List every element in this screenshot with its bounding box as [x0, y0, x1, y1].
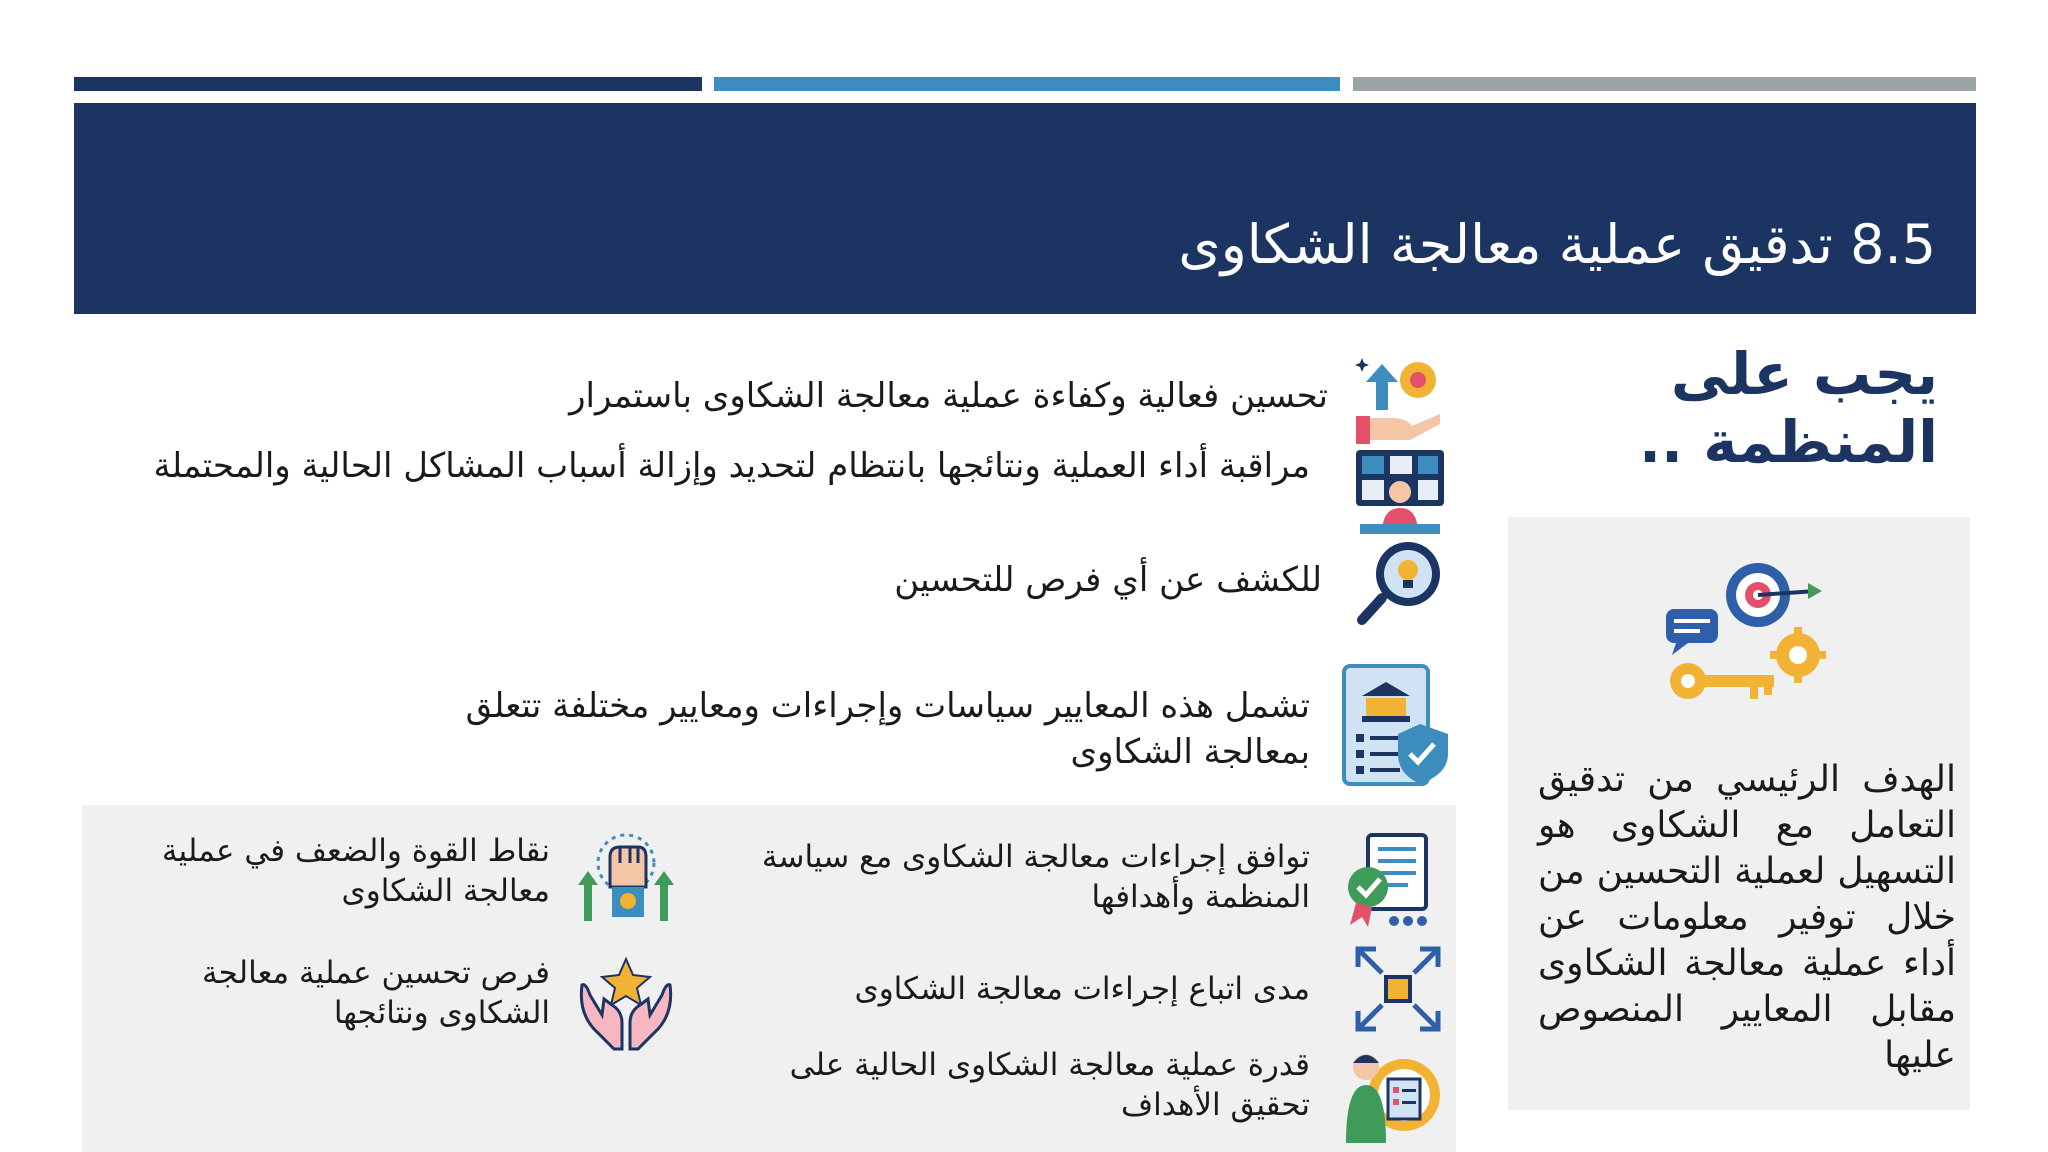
certificate-check-icon: [1342, 831, 1434, 931]
criteria-panel: [82, 805, 1456, 1152]
hands-star-icon: [576, 955, 676, 1055]
criteria-text: مدى اتباع إجراءات معالجة الشكاوى: [854, 971, 1310, 1007]
checklist-person-icon: [1342, 1045, 1442, 1145]
accent-bar-grey: [1353, 77, 1976, 91]
slide-title: 8.5 تدقيق عملية معالجة الشكاوى: [1178, 213, 1936, 276]
criteria-text: توافق إجراءات معالجة الشكاوى مع سياسة المنظمة وأهدافها: [761, 839, 1310, 915]
item-text: مراقبة أداء العملية ونتائجها بانتظام لتحديد وإزالة أسباب المشاكل الحالية والمحتملة: [153, 446, 1310, 486]
monitoring-dashboard-icon: [1352, 444, 1448, 540]
goal-text: الهدف الرئيسي من تدقيق التعامل مع الشكاوى هو التسهيل لعملية التحسين من خلال توفير معلومات عن أداء عملية معالجة الشكاوى مقابل المعايير المنصوص عليها: [1538, 759, 1956, 1076]
target-key-gear-icon: [1658, 557, 1828, 707]
magnifier-idea-icon: [1352, 534, 1448, 630]
strength-fist-icon: [576, 827, 676, 927]
title-band: [74, 103, 1976, 314]
item-text: تحسين فعالية وكفاءة عملية معالجة الشكاوى باستمرار: [569, 376, 1328, 416]
criteria-text: نقاط القوة والضعف في عملية معالجة الشكاوى: [161, 833, 550, 909]
item-text: تشمل هذه المعايير سياسات وإجراءات ومعايير مختلفة تتعلق بمعالجة الشكاوى: [465, 686, 1310, 772]
expand-arrows-icon: [1350, 941, 1446, 1037]
policy-document-icon: [1338, 662, 1454, 792]
accent-bar-mid-blue: [714, 77, 1340, 91]
criteria-text: قدرة عملية معالجة الشكاوى الحالية على تحقيق الأهداف: [789, 1047, 1310, 1123]
section-heading: يجب على المنظمة ..: [1638, 340, 1938, 477]
improvement-hand-icon: [1352, 352, 1448, 448]
accent-bar-dark-blue: [74, 77, 702, 91]
criteria-text: فرص تحسين عملية معالجة الشكاوى ونتائجها: [202, 955, 550, 1031]
item-text: للكشف عن أي فرص للتحسين: [894, 560, 1322, 600]
goal-panel: [1508, 517, 1970, 1110]
